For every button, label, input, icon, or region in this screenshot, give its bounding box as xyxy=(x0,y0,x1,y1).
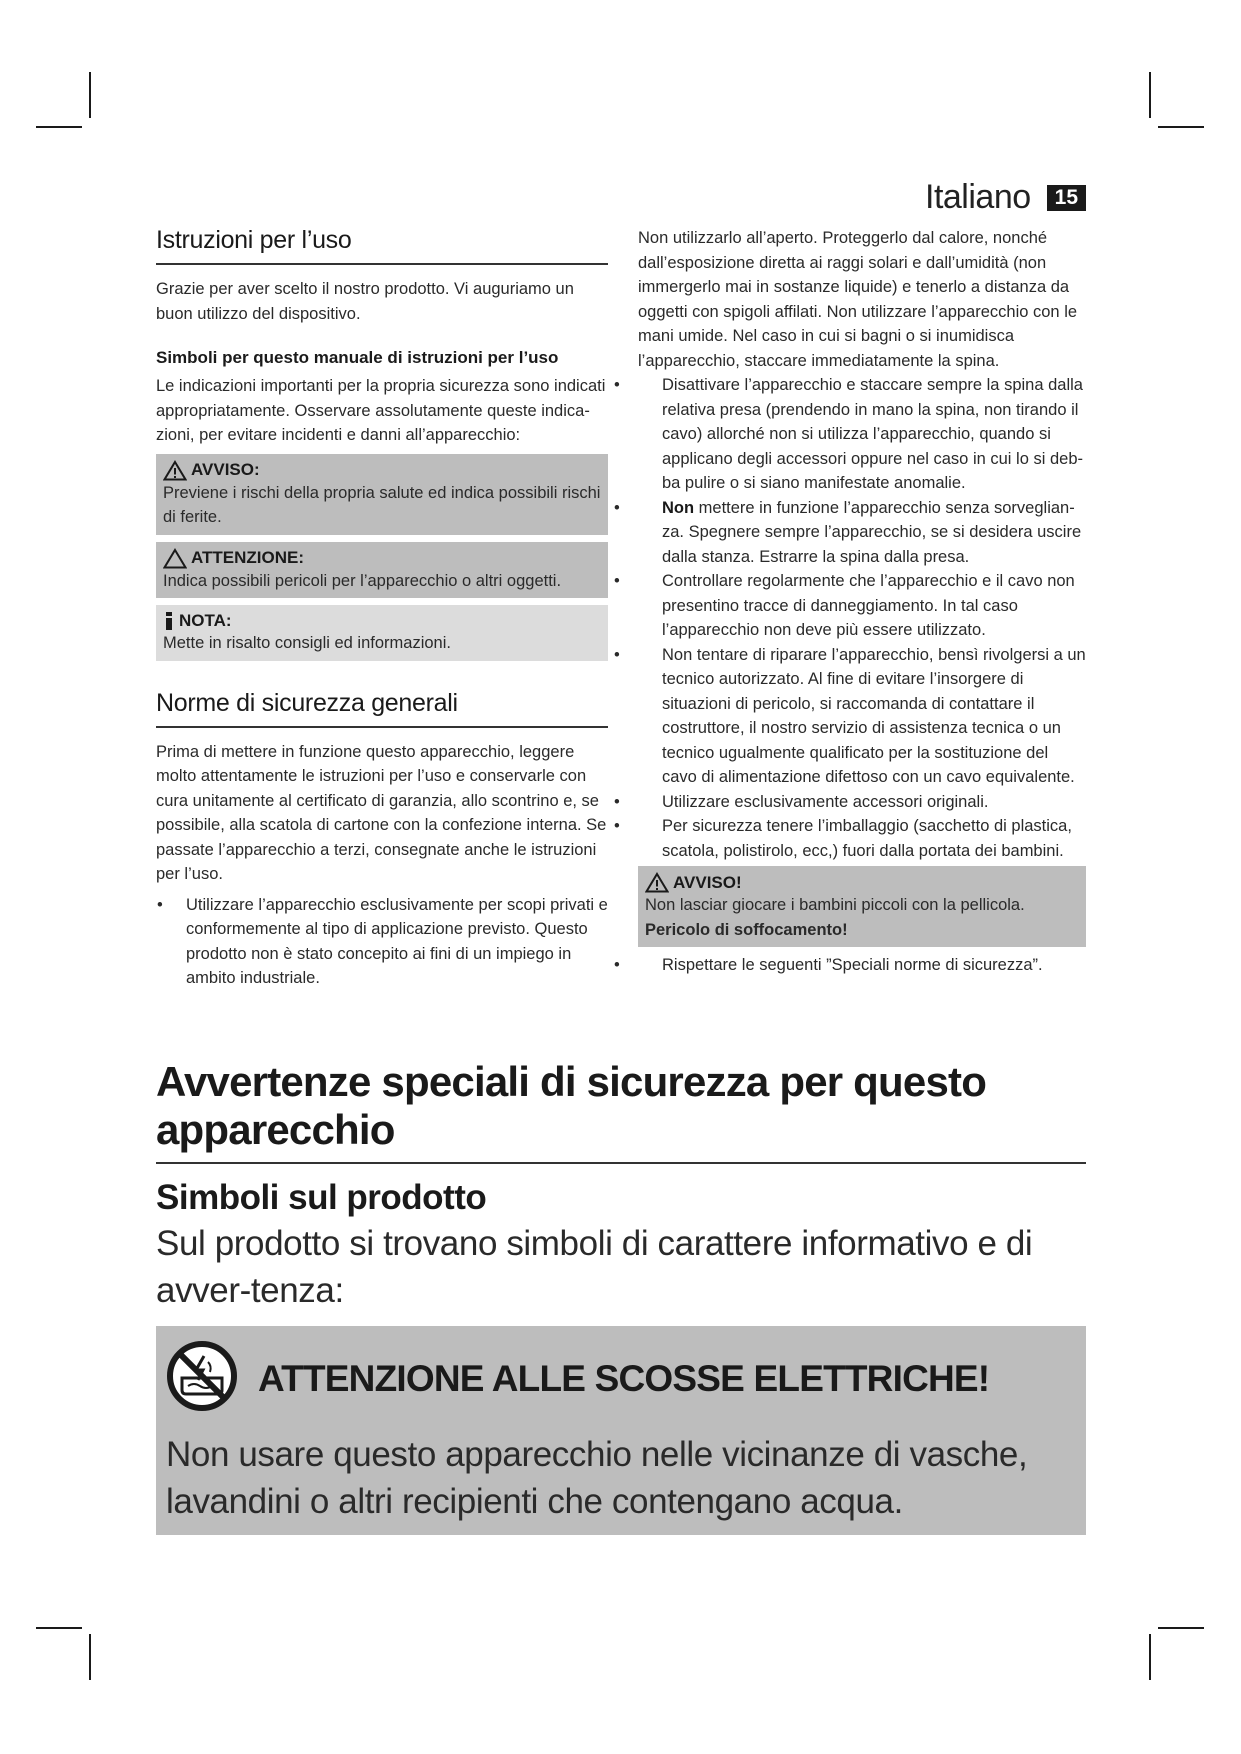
crop-mark xyxy=(1158,126,1204,128)
caution-label: ATTENZIONE: xyxy=(191,548,305,567)
warning-triangle-icon xyxy=(645,872,669,893)
list-item: • Per sicurezza tenere l’imballaggio (sacchetto di plastica, scatola, polistirolo, ecc,) fuori dalla portata dei bambini. xyxy=(638,814,1086,863)
list-item xyxy=(638,496,1086,570)
note-label: NOTA: xyxy=(179,611,232,630)
right-column xyxy=(638,226,1086,978)
warning-triangle-icon xyxy=(163,460,187,481)
list-item: • Disattivare l’apparecchio e staccare sempre la spina dalla relativa presa (prendendo in mano la spina, non tirando il cavo) allorché non si utilizza l’apparecchio, quando si applicano degli accessori oppure nel caso in cui lo si deb-ba pulire o si siano manifestate anomalie. xyxy=(638,373,1086,496)
section-title-instructions: Istruzioni per l’uso xyxy=(156,226,608,265)
list-item: • Utilizzare esclusivamente accessori originali. xyxy=(638,790,1086,815)
special-title: Avvertenze speciali di sicurezza per questo apparecchio xyxy=(156,1058,1086,1164)
safety-list xyxy=(614,953,1086,978)
symbols-text: Le indicazioni importanti per la propria sicurezza sono indicati appropriatamente. Osservare assolutamente queste indica-zioni, per evitare incidenti e danni all’apparecchio: xyxy=(156,377,606,444)
warning-box xyxy=(156,454,608,535)
crop-mark xyxy=(89,72,91,118)
crop-mark xyxy=(36,1627,82,1629)
general-safety-text: Prima di mettere in funzione questo apparecchio, leggere molto attentamente le istruzioni per l’uso e conservarle con cura unitamente al certificato di garanzia, allo scontrino e, se possibile, alla scatola di cartone con la confezione interna. Se passate l’apparecchio a terzi, consegnate anche le istruzioni per l’uso. xyxy=(156,742,607,883)
no-water-bath-icon xyxy=(166,1340,238,1417)
list-item: • Rispettare le seguenti ”Speciali norme di sicurezza”. xyxy=(638,953,1086,978)
list-item: • Controllare regolarmente che l’apparecchio e il cavo non presentino tracce di danneggiamento. In tal caso l’apparecchio non deve più essere utilizzato. xyxy=(638,569,1086,643)
left-column xyxy=(156,226,608,991)
symbols-product-text: Sul prodotto si trovano simboli di carattere informativo e di avver-tenza: xyxy=(156,1224,1033,1310)
symbols-product-title: Simboli sul prodotto xyxy=(156,1178,487,1217)
list-item-text: mettere in funzione l’apparecchio senza sorveglian-za. Spegnere sempre l’apparecchio, se si desidera uscire dalla stanza. Estrarre la spina dalla presa. xyxy=(662,498,1082,566)
bold-non: Non xyxy=(662,498,695,517)
crop-mark xyxy=(89,1634,91,1680)
safety-list xyxy=(156,893,608,991)
caution-triangle-icon xyxy=(163,548,187,569)
crop-mark xyxy=(1149,72,1151,118)
crop-mark xyxy=(1149,1634,1151,1680)
info-icon xyxy=(163,611,175,631)
language-label: Italiano xyxy=(925,178,1031,216)
warning-bold-text: Pericolo di soffocamento! xyxy=(645,920,848,939)
caution-text: Indica possibili pericoli per l’apparecchio o altri oggetti. xyxy=(163,571,562,590)
crop-mark xyxy=(1158,1627,1204,1629)
warning-label: AVVISO: xyxy=(191,460,260,479)
page-number: 15 xyxy=(1047,185,1086,211)
shock-warning-box xyxy=(156,1326,1086,1535)
crop-mark xyxy=(36,126,82,128)
list-item: • Utilizzare l’apparecchio esclusivamente per scopi privati e conformemente al tipo di applicazione previsto. Questo prodotto non è stato concepito ai fini di un impiego in ambito industriale. xyxy=(156,893,608,991)
caution-box xyxy=(156,542,608,599)
safety-list xyxy=(614,373,1086,863)
section-title-general-safety: Norme di sicurezza generali xyxy=(156,689,608,728)
special-section xyxy=(156,1058,1086,1535)
warning-text: Previene i rischi della propria salute ed indica possibili rischi di ferite. xyxy=(163,483,601,526)
shock-warning-title: ATTENZIONE ALLE SCOSSE ELETTRICHE! xyxy=(258,1357,990,1399)
continuation-text: Non utilizzarlo all’aperto. Proteggerlo dal calore, nonché dall’esposizione diretta ai raggi solari e dall’umidità (non immergerlo mai in sostanze liquide) e tenerlo a distanza da oggetti con spigoli affilati. Non utilizzare l’apparecchio con le mani umide. Nel caso in cui si bagni o si inumidisca l’apparecchio, staccare immediatamente la spina. xyxy=(638,229,1078,370)
shock-warning-text: Non usare questo apparecchio nelle vicinanze di vasche, lavandini o altri recipienti che contengano acqua. xyxy=(166,1435,1028,1521)
page-header xyxy=(925,178,1086,217)
warning-label: AVVISO! xyxy=(673,872,742,892)
note-box xyxy=(156,605,608,661)
list-item: • Non tentare di riparare l’apparecchio, bensì rivolgersi a un tecnico autorizzato. Al fine di evitare l’insorgere di situazioni di pericolo, si raccomanda di contattare il costruttore, il nostro servizio di assistenza tecnica o un tecnico ugualmente qualificato per la sostituzione del cavo di alimentazione difettoso con un cavo equivalente. xyxy=(638,643,1086,790)
warning-text: Non lasciar giocare i bambini piccoli con la pellicola. xyxy=(645,896,1025,914)
suffocation-warning-box xyxy=(638,866,1086,947)
symbols-heading: Simboli per questo manuale di istruzioni per l’uso xyxy=(156,348,559,367)
intro-text: Grazie per aver scelto il nostro prodotto. Vi auguriamo un buon utilizzo del dispositivo. xyxy=(156,280,574,323)
note-text: Mette in risalto consigli ed informazioni. xyxy=(163,634,451,652)
